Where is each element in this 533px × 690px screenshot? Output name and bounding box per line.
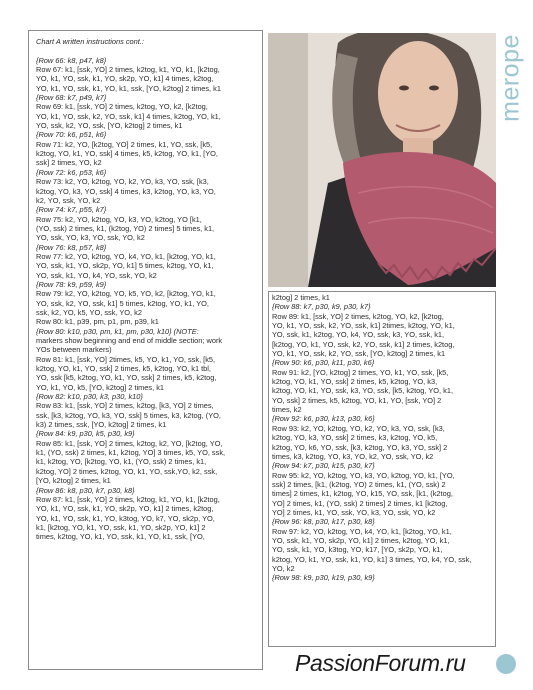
instruction-line: YO, ssk, k1, YO, k4, YO, ssk, YO, k2 <box>36 270 157 280</box>
instruction-line: k2tog, YO] 2 times, k2tog, YO, k1, YO, ssk,YO, k2, ssk, <box>36 466 218 476</box>
row-stitch-count: {Row 86: k8, p30, k7, p30, k8} <box>36 485 135 495</box>
instruction-line: Row 89: k1, [ssk, YO] 2 times, k2tog, YO, k2, [k2tog, <box>272 311 444 321</box>
row-stitch-count: {Row 98: k9, p30, k19, p30, k9} <box>272 573 375 583</box>
instruction-line: Row 93: k2, YO, k2tog, YO, k2, YO, k3, YO, ssk, [k3, <box>272 423 445 433</box>
instruction-line: YO, k1, YO, ssk, k2, YO, ssk, k1] 4 times, k2tog, YO, k1, <box>36 111 221 121</box>
row-stitch-count: Chart A written instructions cont.: <box>36 37 144 46</box>
row-stitch-count: {Row 90: k6, p30, k11, p30, k6} <box>272 358 375 368</box>
instruction-line: YO, k1, YO, ssk, k1, YO, k1, ssk, [YO, k2tog] 2 times, k1 <box>36 83 221 93</box>
instruction-line: YO, ssk, k1, YO, k3tog, YO, k17, [YO, sk2p, YO, k1, <box>272 545 443 555</box>
instruction-line: YOs between markers) <box>36 345 112 355</box>
instruction-line: ssk] 2 times, [k1, (k2tog, YO) 2 times, k1, (YO, ssk) 2 <box>272 479 446 489</box>
side-title <box>496 18 526 138</box>
row-stitch-count: {Row 94: k7, p30, k15, p30, k7} <box>272 461 375 471</box>
instruction-line: YO] 2 times, k1, YO, ssk, YO, k3, YO, ssk, YO, k2 <box>272 507 436 517</box>
instruction-line: YO, ssk, k1, k2tog, YO, k4, YO, ssk, k3, YO, ssk, k1, <box>272 330 445 340</box>
instruction-line: YO, ssk, YO, k3, YO, ssk, YO, k2 <box>36 233 145 243</box>
instruction-line: k2tog, YO, k1, YO, ssk] 4 times, k5, k2tog, YO, k1, [YO, <box>36 149 218 159</box>
instruction-line: k1, (YO, ssk) 2 times, k1, k2tog, YO] 3 times, k5, YO, ssk, <box>36 448 226 458</box>
instructions-column-left <box>36 37 258 542</box>
instruction-line <box>36 46 258 55</box>
instruction-line: YO, k1, YO, ssk, k1, YO, sk2p, YO, k1] 2 times, k2tog, <box>36 504 214 514</box>
instruction-line: Row 69: k1, [ssk, YO] 2 times, k2tog, YO, k2, [k2tog, <box>36 102 208 112</box>
instruction-line: markers show beginning and end of middle section; work <box>36 336 223 345</box>
instruction-line: k1, k2tog, YO, [k2tog, YO, k1, (YO, ssk) 2 times, k1, <box>36 457 207 467</box>
instruction-line: Row 97: k2, YO, k2tog, YO, k4, YO, k1, [k2tog, YO, k1, <box>272 526 452 536</box>
row-stitch-count: {Row 84: k9, p30, k5, p30, k9} <box>36 429 135 439</box>
instruction-line: k2tog, YO, k3, YO, ssk] 2 times, k3, k2tog, YO, k5, <box>272 433 438 443</box>
row-stitch-count: {Row 92: k6, p30, k13, p30, k6} <box>272 414 375 424</box>
instruction-line: k2tog, YO, k1, YO, ssk, k1, YO, k1] 3 times, YO, k4, YO, ssk, <box>272 554 472 564</box>
instruction-line: YO, ssk] 2 times, k5, k2tog, YO, k1, YO, [ssk, YO] 2 <box>272 395 442 405</box>
row-stitch-count: {Row 72: k6, p53, k6} <box>36 167 107 177</box>
instruction-line: Row 73: k2, YO, k2tog, YO, k2, YO, k3, YO, ssk, [k3, <box>36 177 209 187</box>
instruction-line: times, k2tog, YO, k1, YO, ssk, k1, YO, k1, ssk, [YO, <box>36 532 205 542</box>
row-stitch-count: {Row 78: k9, p59, k9} <box>36 279 107 289</box>
instruction-line: [YO, k2tog] 2 times, k1 <box>36 476 111 486</box>
instruction-line: times, k3, k2tog, YO, k3, YO, k2, YO, ssk, YO, k2 <box>272 451 434 461</box>
instruction-line: k1, [k2tog, YO, k1, YO, ssk, k1, YO, sk2p, YO, k1] 2 <box>36 522 206 532</box>
instructions-column-right <box>272 293 492 583</box>
instruction-line: ssk, k2, YO, k5, YO, ssk, YO, k2 <box>36 307 142 317</box>
row-stitch-count: {Row 80: k10, p30, pm, k1, pm, p30, k10} (NOTE: <box>36 326 199 336</box>
instruction-line: ssk] 2 times, YO, k2 <box>36 158 102 168</box>
instruction-line: YO, ssk [k5, k2tog, YO, k1, YO, ssk] 2 times, k5, k2tog, <box>36 373 217 383</box>
instruction-line: YO, k1, YO, k5, [YO, k2tog] 2 times, k1 <box>36 382 165 392</box>
instruction-line: (YO, ssk) 2 times, k1, (k2tog, YO) 2 times] 5 times, k1, <box>36 223 215 233</box>
row-stitch-count: {Row 74: k7, p55, k7} <box>36 205 107 215</box>
instruction-line: Row 77: k2, YO, k2tog, YO, k4, YO, k1, [k2tog, YO, k1, <box>36 251 216 261</box>
instruction-line: Row 75: k2, YO, k2tog, YO, k3, YO, k2tog, YO [k1, <box>36 214 202 224</box>
instruction-line: k2tog, YO, k1, YO, ssk] 2 times, k5, k2tog, YO, k1 tbl, <box>36 364 211 374</box>
instruction-line: YO, ssk, k2, YO, ssk, [YO, k2tog] 2 times, k1 <box>36 121 183 131</box>
instruction-line: k3) 2 times, ssk, [YO, k2tog] 2 times, k1 <box>36 420 167 430</box>
row-stitch-count: {Row 96: k8, p30, k17, p30, k8} <box>272 517 375 527</box>
instruction-line: times] 2 times, k1, k2tog, YO, k15, YO, ssk, [k1, (k2tog, <box>272 489 453 499</box>
row-stitch-count: {Row 82: k10, p30, k3, p30, k10} <box>36 392 143 402</box>
instruction-line: YO, k2 <box>272 563 295 573</box>
model-photo-illustration <box>268 33 496 287</box>
instruction-line: k2tog, YO, k1, YO, ssk, k3, YO, ssk, [k5, k2tog, YO, k1, <box>272 386 454 396</box>
instruction-line: k2tog, YO, k6, YO, ssk, [k3, k2tog, YO, k3, YO, ssk] 2 <box>272 442 448 452</box>
instruction-line: YO, k1, YO, ssk, k1, YO, k3tog, YO, k7, YO, sk2p, YO, <box>36 513 215 523</box>
instruction-line: k2tog, YO, k1, YO, ssk] 2 times, k5, k2tog, YO, k3, <box>272 377 438 387</box>
instruction-line: YO, k1, YO, ssk, k1, YO, sk2p, YO, k1] 4 times, k2tog, <box>36 74 214 84</box>
instruction-line: Row 67: k1, [ssk, YO] 2 times, k2tog, k1, YO, k1, [k2tog, <box>36 65 220 75</box>
row-stitch-count: {Row 70: k6, p51, k6} <box>36 130 107 140</box>
instruction-line: Row 81: k1, [ssk, YO] 2times, k5, YO, k1, YO, ssk, [k5, <box>36 354 216 364</box>
instruction-line: Row 95: k2, YO, k2tog, YO, k3, YO, k2tog, YO, k1, [YO, <box>272 470 455 480</box>
instruction-line: YO] 2 times, k1, (YO, ssk) 2 times] 2 times, k1 [k2tog, <box>272 498 448 508</box>
instruction-line: k2tog, YO, k3, YO, ssk] 4 times, k3, k2tog, YO, k3, YO, <box>36 186 216 196</box>
instruction-line: Row 80: k1, p39, pm, p1, pm, p39, k1 <box>36 317 159 327</box>
instruction-line: k2tog] 2 times, k1 <box>272 293 330 302</box>
instruction-line: Row 71: k2, YO, [k2tog, YO] 2 times, k1, YO, ssk, [k5, <box>36 139 213 149</box>
instruction-line: Row 87: k1, [ssk, YO] 2 times, k2tog, k1, YO, k1, [k2tog, <box>36 494 220 504</box>
instruction-line: Row 83: k1, [ssk, YO] 2 times, k2tog, [k3, YO] 2 times, <box>36 401 214 411</box>
instruction-line: times, k2 <box>272 405 302 415</box>
row-stitch-count: {Row 68: k7, p49, k7} <box>36 93 107 103</box>
instruction-line: YO, k1, YO, ssk, k2, YO, ssk, [YO, k2tog] 2 times, k1 <box>272 349 446 359</box>
instruction-line: YO, ssk, k2, YO, ssk, k1] 5 times, k2tog, YO, k1, YO, <box>36 298 209 308</box>
instruction-line: Row 91: k2, [YO, k2tog] 2 times, YO, k1, YO, ssk, [k5, <box>272 367 449 377</box>
instruction-line: Row 85: k1, [ssk, YO] 2 times, k2tog, k2, YO, [k2tog, YO, <box>36 438 223 448</box>
instruction-line: k2, YO, ssk, YO, k2 <box>36 195 101 205</box>
instruction-line: [k2tog, YO, k1, YO, ssk, k2, YO, ssk, k1] 2 times, k2tog, <box>272 339 455 349</box>
side-title-text: merope <box>496 34 525 122</box>
instruction-line: ssk, [k3, k2tog, YO, k3, YO, ssk] 5 times, k3, k2tog, (YO, <box>36 410 221 420</box>
instruction-line: YO, ssk, k1, YO, sk2p, YO, k1] 2 times, k2tog, YO, k1, <box>272 535 450 545</box>
instruction-line: Row 79: k2, YO, k2tog, YO, k5, YO, k2, [k2tog, YO, k1, <box>36 289 216 299</box>
instruction-line: YO, ssk, k1, YO, sk2p, YO, k1] 5 times, k2tog, YO, k1, <box>36 261 214 271</box>
instruction-line: YO, k1, YO, ssk, k2, YO, ssk, k1] 2times, k2tog, YO, k1, <box>272 321 455 331</box>
model-photo <box>268 33 496 287</box>
row-stitch-count: {Row 76: k8, p57, k8} <box>36 242 107 252</box>
row-stitch-count: {Row 88: k7, p30, k9, p30, k7} <box>272 302 371 312</box>
page-badge <box>496 654 516 674</box>
row-stitch-count: {Row 66: k8, p47, k8} <box>36 55 107 65</box>
watermark-text: PassionForum.ru <box>295 650 466 676</box>
